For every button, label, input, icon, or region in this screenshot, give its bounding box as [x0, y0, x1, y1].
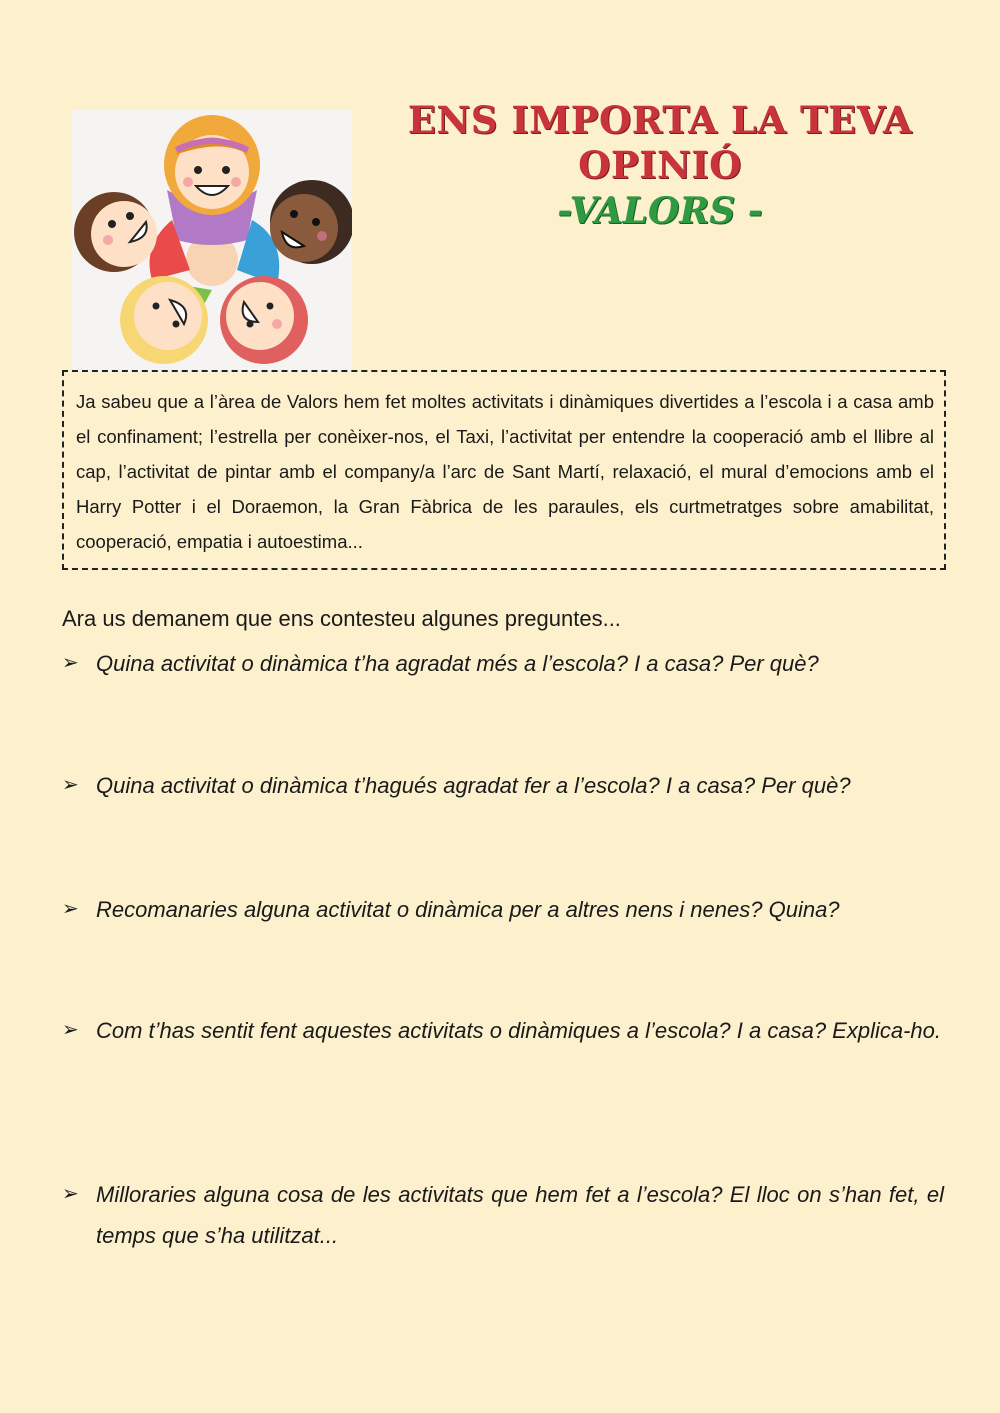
- lead-text: Ara us demanem que ens contesteu algunes preguntes...: [62, 606, 621, 631]
- question-text: Com t’has sentit fent aquestes activitats o dinàmiques a l’escola? I a casa? Explica-ho.: [96, 1018, 942, 1043]
- title-line-1: ENS IMPORTA LA TEVA: [407, 98, 913, 142]
- question-text: Quina activitat o dinàmica t’ha agradat més a l’escola? I a casa? Per què?: [96, 651, 819, 676]
- arrow-bullet-icon: ➢: [62, 898, 79, 920]
- question-2: [62, 765, 944, 806]
- question-4: [62, 1010, 944, 1051]
- question-text: Milloraries alguna cosa de les activitats que hem fet a l’escola? El lloc on s’han fet, el temps que s’ha utilitzat...: [96, 1182, 944, 1248]
- arrow-bullet-icon: ➢: [62, 1019, 79, 1041]
- question-3: [62, 889, 944, 930]
- page-title: [380, 98, 940, 234]
- question-text: Recomanaries alguna activitat o dinàmica per a altres nens i nenes? Quina?: [96, 897, 840, 922]
- title-subtitle-valors: -VALORS -: [557, 190, 763, 233]
- children-circle-icon: [72, 110, 352, 372]
- question-5: [62, 1174, 944, 1256]
- arrow-bullet-icon: ➢: [62, 774, 79, 796]
- arrow-bullet-icon: ➢: [62, 1183, 79, 1205]
- arrow-bullet-icon: ➢: [62, 652, 79, 674]
- question-1: [62, 643, 944, 684]
- children-circle-illustration: [72, 110, 352, 372]
- question-text: Quina activitat o dinàmica t’hagués agradat fer a l’escola? I a casa? Per què?: [96, 773, 851, 798]
- title-line-2: OPINIÓ: [578, 143, 742, 188]
- intro-text: Ja sabeu que a l’àrea de Valors hem fet moltes activitats i dinàmiques divertides a l’escola i a casa amb el confinament; l’estrella per conèixer-nos, el Taxi, l’activitat per entendre la cooperació amb el llibre al cap, l’activitat de pintar amb el company/a l’arc de Sant Martí, relaxació, el mural d’emocions amb el Harry Potter i el Doraemon, la Gran Fàbrica de les paraules, els curtmetratges sobre amabilitat, cooperació, empatia i autoestima...: [76, 391, 934, 552]
- intro-box: [62, 370, 946, 570]
